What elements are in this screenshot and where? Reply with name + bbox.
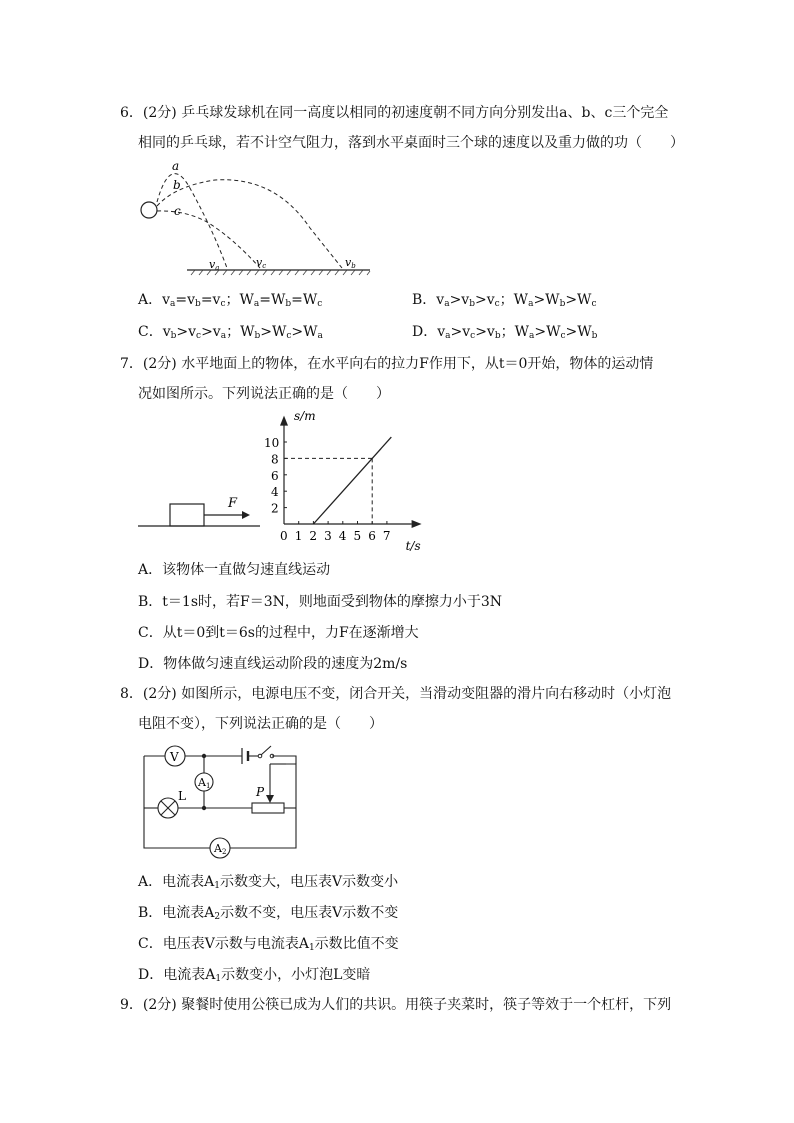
q8-option-d[interactable]: D．电流表$A_1$示数变小，小灯泡L变暗 — [138, 967, 371, 984]
label-a: a — [172, 159, 180, 173]
slider-label: P — [256, 785, 265, 799]
q7-option-d[interactable]: D．物体做匀速直线运动阶段的速度为2m/s — [138, 656, 408, 672]
x-tick-label: 3 — [324, 529, 332, 543]
label-b: b — [173, 178, 181, 192]
y-axis-arrow — [280, 416, 288, 426]
junction-dot — [202, 754, 206, 758]
q7-stem-line1: 7．(2分) 水平地面上的物体，在水平向右的拉力F作用下，从t＝0开始，物体的运动情 — [120, 356, 654, 372]
x-tick-label: 5 — [353, 529, 362, 543]
q6-stem-line1: 6．(2分) 乒乓球发球机在同一高度以相同的初速度朝不同方向分别发出a、b、c三个完全 — [120, 105, 669, 121]
ammeter-a2-label: A2 — [214, 842, 227, 856]
slider-arrow — [266, 795, 274, 803]
y-tick-label: 2 — [271, 501, 279, 516]
x-tick-label: 7 — [382, 529, 391, 543]
q6-trajectory-figure — [135, 158, 380, 278]
x-tick-label: 4 — [338, 529, 347, 543]
q7-block-figure — [138, 490, 263, 530]
x-tick-label: 1 — [294, 529, 303, 543]
q7-option-b[interactable]: B．t＝1s时，若F＝3N，则地面受到物体的摩擦力小于3N — [138, 594, 503, 610]
label-vc: vc — [256, 256, 267, 270]
q9-stem-line1: 9．(2分) 聚餐时使用公筷已成为人们的共识。用筷子夹菜时，筷子等效于一个杠杆，下列 — [120, 997, 672, 1013]
x-tick-label: 6 — [368, 529, 376, 543]
q8-option-b[interactable]: B．电流表$A_2$示数不变，电压表V示数不变 — [138, 905, 399, 922]
force-arrow-head — [242, 511, 250, 519]
q8-stem-line1: 8．(2分) 如图所示，电源电压不变，闭合开关，当滑动变阻器的滑片向右移动时（小灯泡 — [120, 686, 672, 702]
launcher-ball — [141, 202, 157, 218]
q7-option-c[interactable]: C．从t＝0到t＝6s的过程中，力F在逐渐增大 — [138, 625, 419, 641]
q6-stem-line2: 相同的乒乓球，若不计空气阻力，落到水平桌面时三个球的速度以及重力做的功（ ） — [138, 135, 684, 151]
q7-stem-line2: 况如图所示。下列说法正确的是（ ） — [138, 386, 390, 402]
trajectory-b — [157, 180, 342, 268]
y-tick-label: 6 — [271, 468, 279, 483]
force-label: F — [228, 496, 238, 511]
x-axis-label: t/s — [405, 539, 421, 553]
y-tick-label: 4 — [271, 485, 279, 500]
q6-option-a[interactable]: A．$v_a=v_b=v_c$；$W_a=W_b=W_c$ — [138, 292, 323, 309]
label-vb: vb — [345, 256, 356, 270]
q7-option-a[interactable]: A．该物体一直做匀速直线运动 — [138, 562, 331, 578]
y-tick-label: 8 — [271, 452, 279, 467]
series-line — [313, 437, 391, 524]
x-axis-arrow — [412, 520, 422, 528]
y-tick-label: 10 — [264, 436, 280, 450]
q8-option-a[interactable]: A．电流表$A_1$示数变大，电压表V示数变小 — [138, 874, 399, 891]
q8-option-c[interactable]: C．电压表V示数与电流表$A_1$示数比值不变 — [138, 936, 399, 953]
q6-option-b[interactable]: B．$v_a>v_b>v_c$；$W_a>W_b>W_c$ — [412, 292, 597, 309]
wire-left — [144, 756, 210, 848]
junction-dot — [202, 806, 206, 810]
q8-circuit-diagram — [138, 742, 308, 862]
x-tick-label: 0 — [280, 529, 288, 543]
rheostat-symbol — [252, 803, 284, 813]
trajectory-a — [157, 174, 227, 268]
q6-option-d[interactable]: D．$v_a>v_c>v_b$；$W_a>W_c>W_b$ — [412, 324, 598, 341]
switch-lever — [261, 746, 271, 755]
y-axis-label: s/m — [294, 409, 316, 423]
label-va: va — [209, 258, 220, 272]
q7-st-chart — [262, 408, 442, 553]
wire-switch-right — [272, 756, 296, 764]
ammeter-a1-label: A1 — [198, 776, 211, 790]
q8-stem-line2: 电阻不变），下列说法正确的是（ ） — [138, 716, 383, 732]
label-c: c — [174, 204, 181, 218]
voltmeter-label: V — [170, 750, 179, 764]
lamp-label: L — [178, 789, 186, 803]
q6-option-c[interactable]: C．$v_b>v_c>v_a$；$W_b>W_c>W_a$ — [138, 324, 323, 341]
block — [170, 504, 204, 526]
x-tick-label: 2 — [309, 529, 318, 543]
